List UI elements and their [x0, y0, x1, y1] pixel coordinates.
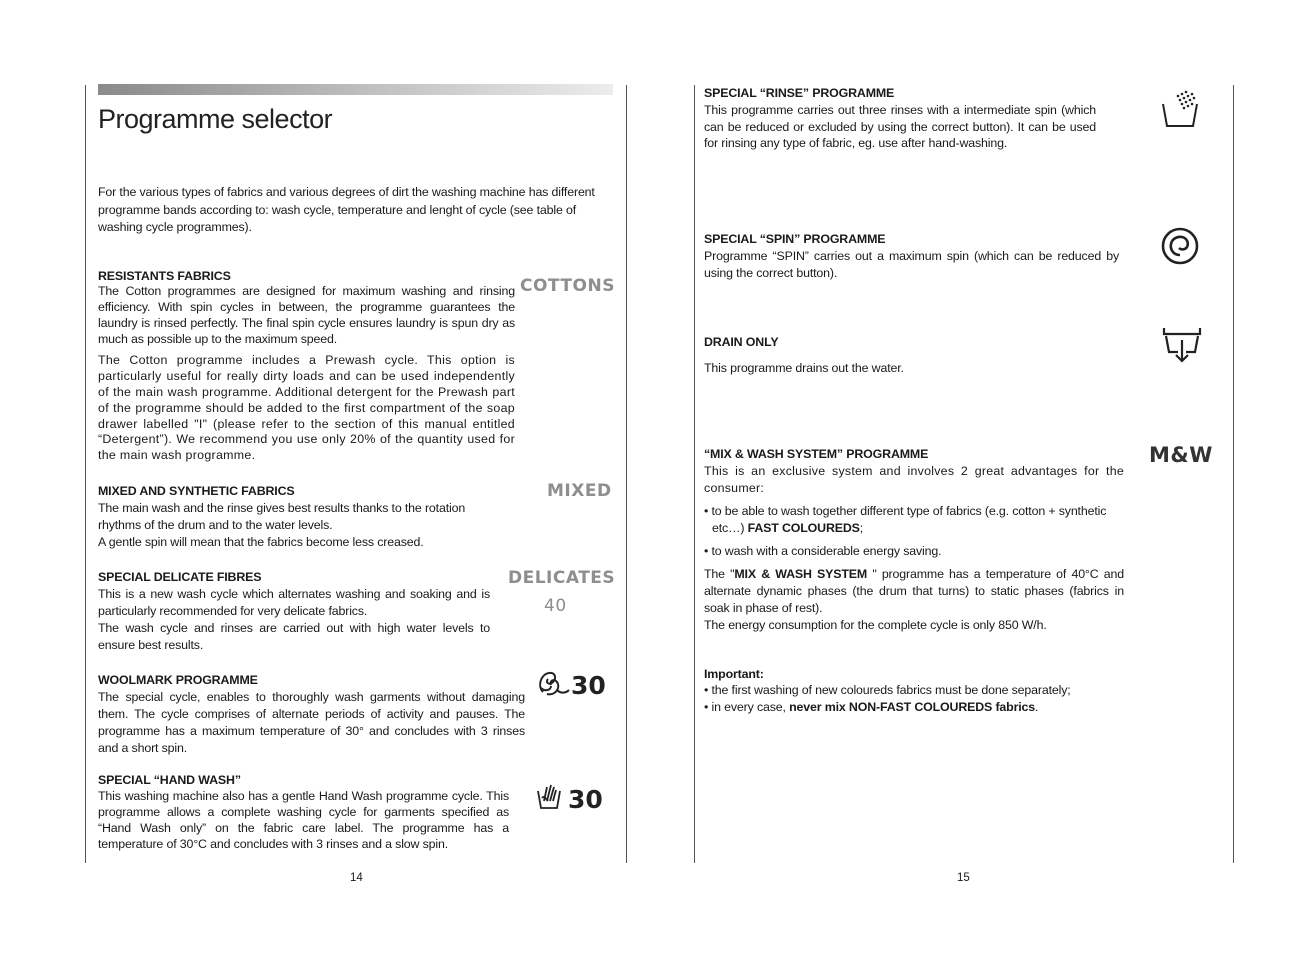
bullet-text-end: . — [1035, 699, 1039, 714]
paragraph: The wash cycle and rinses are carried out with high water levels to ensure best results. — [98, 621, 490, 652]
bullet-text: • to be able to wash together different type of fabrics (e.g. cotton + synthetic etc…) — [704, 504, 1107, 535]
paragraph: The special cycle, enables to thoroughly wash garments without damaging them. The cycle comprises of alternate periods of activity and pauses. The programme has a maximum temperature of 30° and concludes with 3 rinses and a short spin. — [98, 690, 525, 755]
paragraph: This washing machine also has a gentle Hand Wash programme cycle. This programme allows a complete washing cycle for garments specified as “Hand Wash only” on the fabric care label. The programme has a temperature of 30°C and concludes with 3 rinses and a slow spin. — [98, 788, 509, 851]
mix-wash-label: M&W — [1149, 443, 1213, 467]
section-heading: RESISTANTS FABRICS — [98, 269, 231, 283]
paragraph: Programme “SPIN” carries out a maximum spin (which can be reduced by using the correct button). — [704, 249, 1119, 280]
paragraph: This is a new wash cycle which alternates washing and soaking and is particularly recommended for very delicate fabrics. — [98, 587, 490, 618]
bullet-item — [704, 503, 1124, 537]
hand-wash-temperature: 30 — [568, 785, 603, 814]
spin-icon — [1160, 226, 1200, 266]
text: The " — [704, 567, 735, 581]
section-spin — [704, 231, 1119, 282]
section-drain-only — [704, 334, 1104, 377]
cottons-label: COTTONS — [520, 276, 615, 296]
bullet-item: • to wash with a considerable energy saving. — [704, 544, 942, 558]
section-heading: SPECIAL “HAND WASH” — [98, 773, 241, 787]
section-important — [704, 666, 1124, 715]
rinse-icon — [1160, 90, 1200, 130]
left-page-left-border — [85, 85, 86, 863]
woolmark-icon — [535, 668, 571, 700]
paragraph — [704, 566, 1124, 617]
bullet-item: • the first washing of new coloureds fabrics must be done separately; — [704, 683, 1071, 698]
paragraph: The energy consumption for the complete cycle is only 850 W/h. — [704, 618, 1047, 632]
paragraph: The main wash and the rinse gives best results thanks to the rotation rhythms of the drum and to the water levels. — [98, 501, 466, 532]
section-heading: SPECIAL DELICATE FIBRES — [98, 570, 262, 584]
drain-icon — [1162, 324, 1202, 364]
section-heading: WOOLMARK PROGRAMME — [98, 673, 258, 687]
section-heading: DRAIN ONLY — [704, 335, 779, 349]
bullet-bold: never mix NON-FAST COLOUREDS fabrics — [789, 699, 1036, 714]
section-heading: SPECIAL “RINSE” PROGRAMME — [704, 86, 895, 100]
section-mixed-fabrics — [98, 483, 498, 551]
paragraph: The Cotton programmes are designed for maximum washing and rinsing efficiency. With spin cycles in between, the programme guarantees the laundry is rinsed perfectly. The final spin cycle ensures laundry is spun dry as much as possible up to the maximum speed. — [98, 284, 515, 346]
delicates-temperature: 40 — [544, 596, 567, 616]
section-heading: MIXED AND SYNTHETIC FABRICS — [98, 484, 295, 498]
text-bold: MIX & WASH SYSTEM — [734, 567, 868, 581]
text-end: " programme has a temperature of 40°C and alternate dynamic phases (the drum that turns) to static phases (fabrics in soak in phase of rest). — [704, 567, 1124, 615]
section-mix-wash — [704, 446, 1124, 634]
paragraph: This is an exclusive system and involves 2 great advantages for the consumer: — [704, 464, 1124, 495]
left-page-right-border — [626, 85, 627, 863]
section-heading: SPECIAL “SPIN” PROGRAMME — [704, 232, 886, 246]
section-resistant-fabrics — [98, 268, 515, 464]
right-page-right-border — [1233, 85, 1234, 863]
bullet-text: • in every case, — [704, 699, 790, 714]
section-rinse — [704, 85, 1096, 152]
page-number-left: 14 — [350, 872, 363, 884]
delicates-label: DELICATES — [508, 568, 616, 588]
right-page-left-border — [694, 85, 695, 863]
section-delicate-fibres — [98, 569, 490, 654]
bullet-item — [704, 699, 1124, 715]
hand-wash-icon — [536, 781, 562, 811]
section-heading: “MIX & WASH SYSTEM” PROGRAMME — [704, 447, 929, 461]
bullet-bold: FAST COLOUREDS — [747, 521, 860, 535]
bullet-text-end: ; — [859, 521, 864, 535]
section-woolmark — [98, 672, 525, 757]
paragraph: The Cotton programme includes a Prewash cycle. This option is particularly useful for really dirty loads and can be used independently of the main wash programme. Additional detergent for the Prewash part of the programme should be added to the first compartment of the soap drawer labelled "I" (please refer to the section of this manual entitled “Detergent”). We recommend you use only 20% of the quantity used for the main wash programme. — [98, 353, 515, 463]
mixed-label: MIXED — [547, 481, 612, 501]
intro-text: For the various types of fabrics and various degrees of dirt the washing machine has different programme bands according to: wash cycle, temperature and lenght of cycle (see table of washing cycle programmes). — [98, 185, 595, 234]
section-hand-wash — [98, 773, 509, 853]
header-gradient-bar — [98, 84, 613, 95]
paragraph: A gentle spin will mean that the fabrics become less creased. — [98, 535, 424, 549]
paragraph: This programme carries out three rinses with a intermediate spin (which can be reduced or excluded by using the correct button). It can be used for rinsing any type of fabric, eg. use after hand-washing. — [704, 102, 1096, 151]
page-number-right: 15 — [957, 872, 970, 884]
section-heading: Important: — [704, 667, 764, 681]
paragraph: This programme drains out the water. — [704, 361, 904, 376]
page-title: Programme selector — [98, 104, 333, 134]
woolmark-temperature: 30 — [571, 671, 606, 700]
